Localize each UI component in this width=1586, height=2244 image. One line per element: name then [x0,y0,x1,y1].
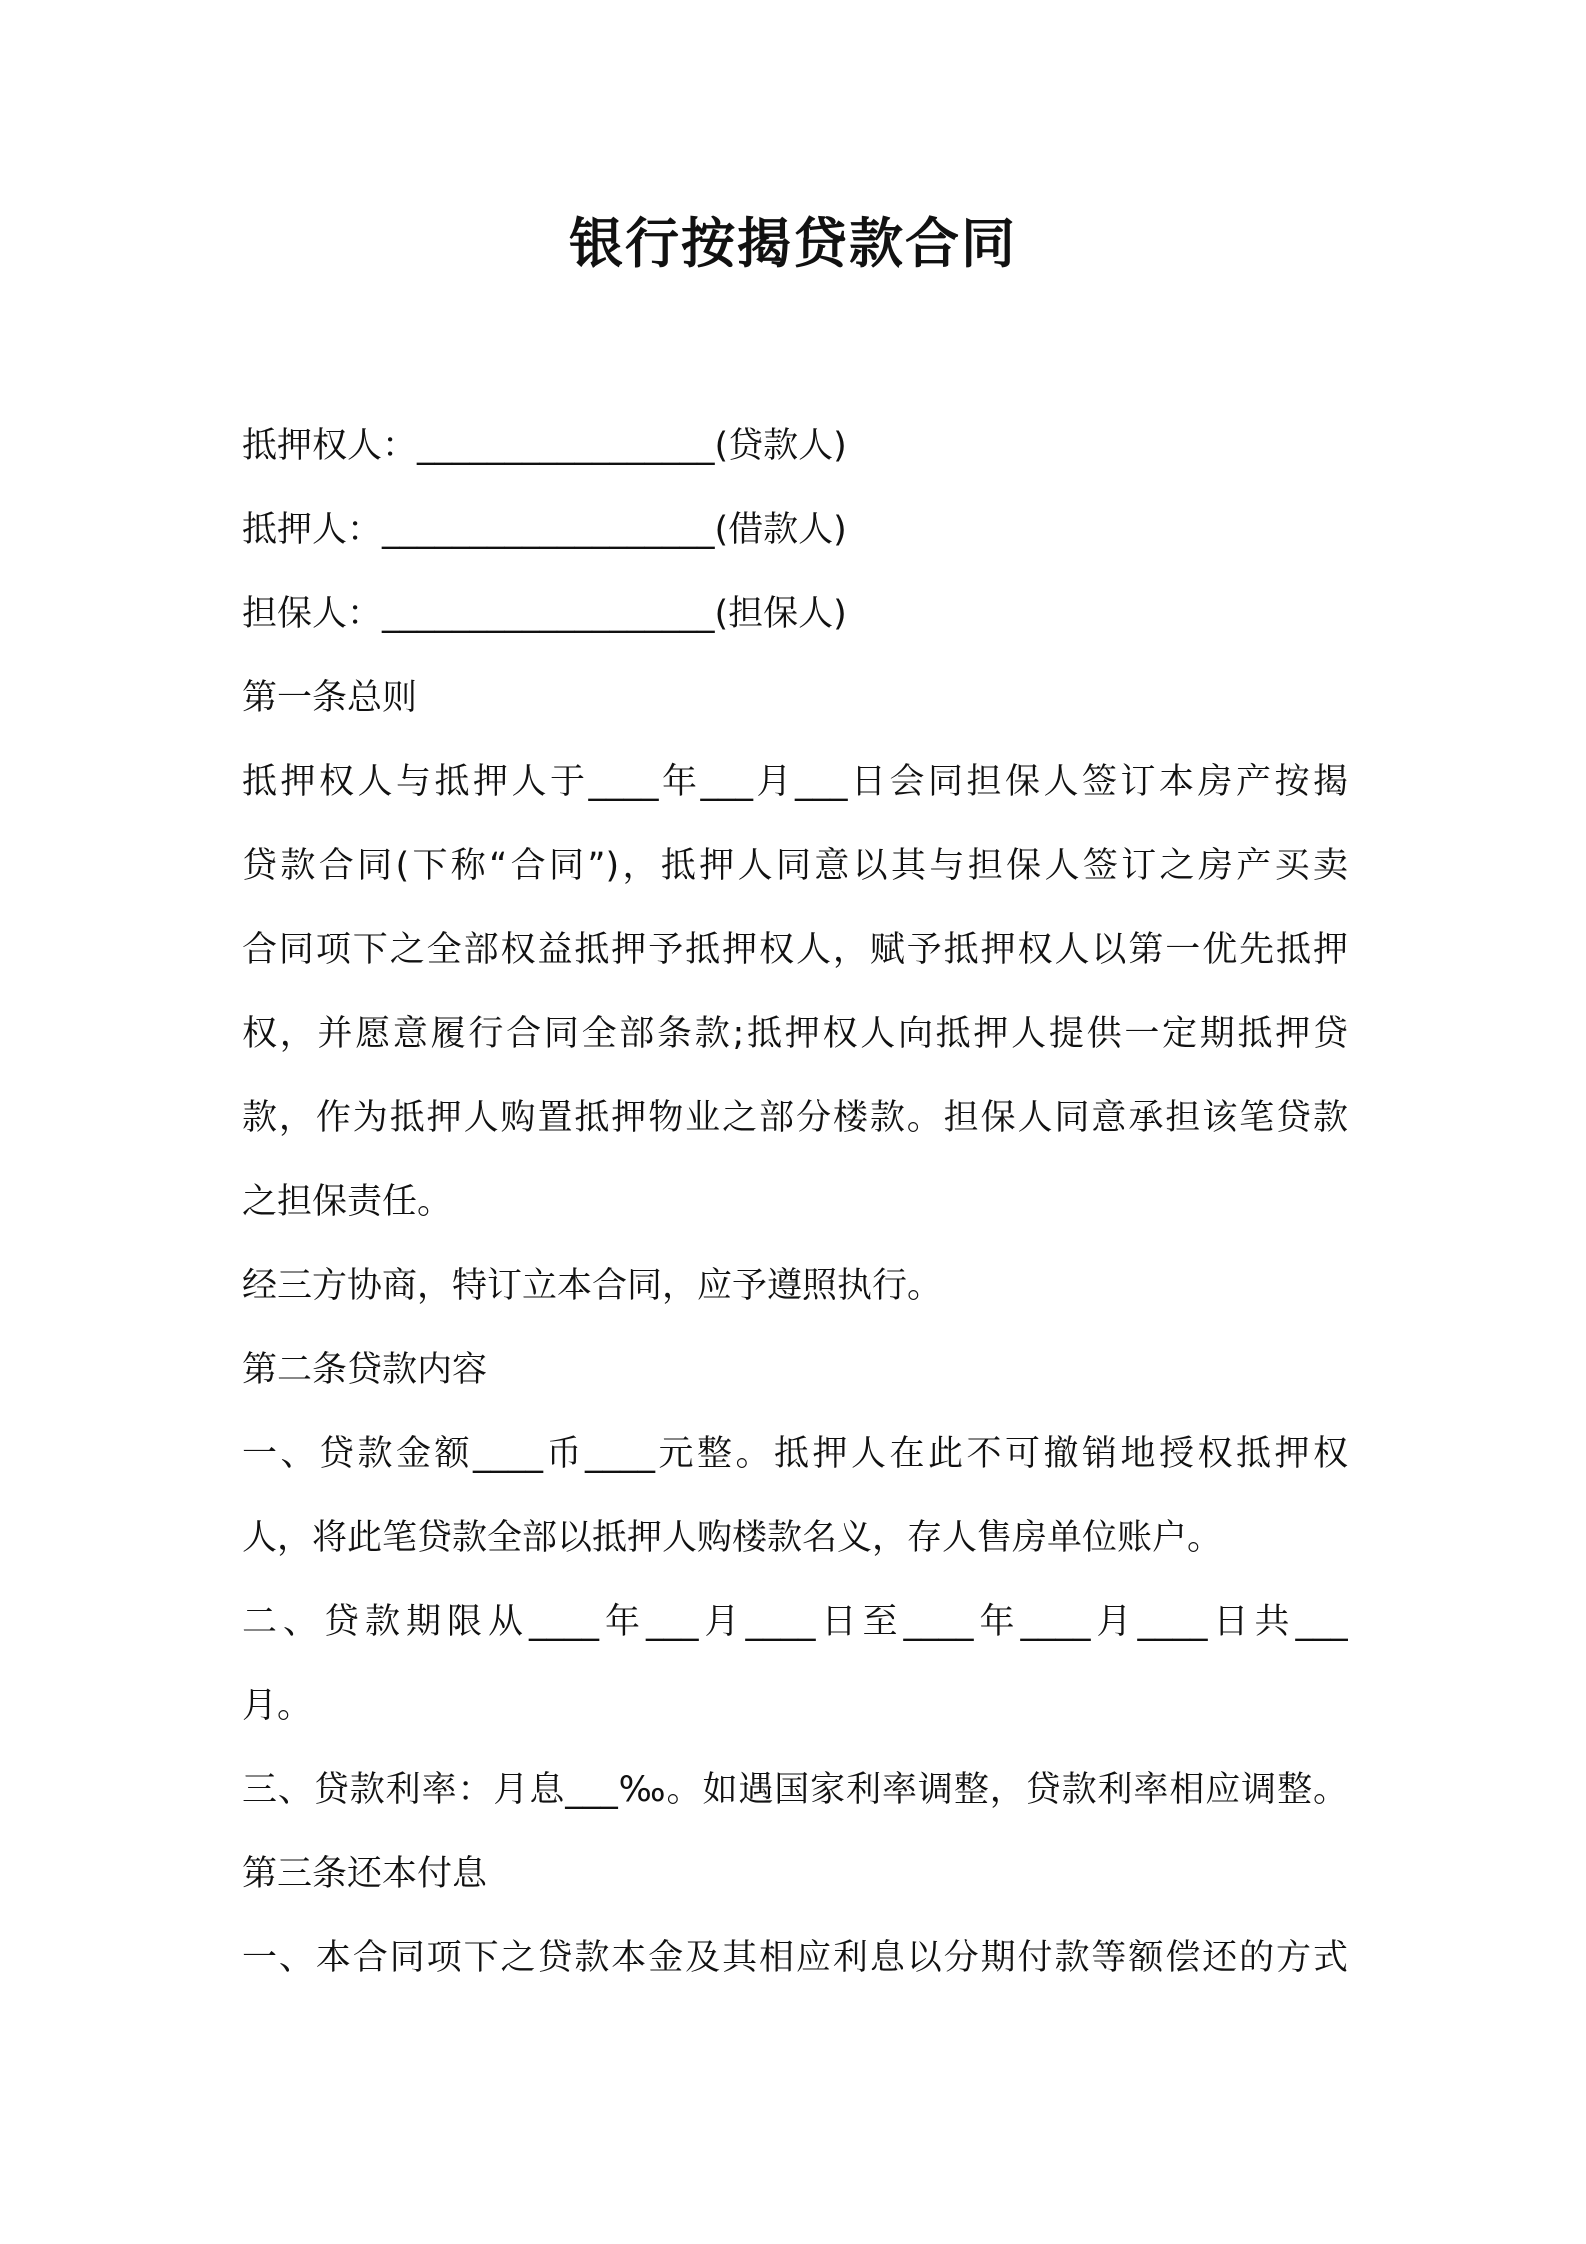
article-1-paragraph-line: 之担保责任。 [242,1182,453,1222]
document-title: 银行按揭贷款合同 [569,212,1017,275]
article-1-paragraph-line: 权，并愿意履行合同全部条款;抵押权人向抵押人提供一定期抵押贷 [242,1014,1348,1054]
article-1-paragraph-line: 贷款合同(下称“合同”)，抵押人同意以其与担保人签订之房产买卖 [242,846,1348,886]
loan-amount-line: 一、贷款金额____币____元整。抵押人在此不可撤销地授权抵押权 [242,1434,1348,1474]
document-body [242,404,1348,2000]
agreement-statement: 经三方协商，特订立本合同，应予遵照执行。 [242,1266,943,1306]
repayment-line: 一、本合同项下之贷款本金及其相应利息以分期付款等额偿还的方式 [242,1938,1348,1978]
loan-rate-line: 三、贷款利率：月息___‰。如遇国家利率调整，贷款利率相应调整。 [242,1770,1348,1810]
article-3-heading: 第三条还本付息 [242,1854,488,1894]
party-mortgagee-line: 抵押权人：_________________(贷款人) [242,426,847,466]
article-1-paragraph-line: 款，作为抵押人购置抵押物业之部分楼款。担保人同意承担该笔贷款 [242,1098,1348,1138]
loan-amount-line: 人，将此笔贷款全部以抵押人购楼款名义，存人售房单位账户。 [242,1518,1223,1558]
party-guarantor-line: 担保人：___________________(担保人) [242,594,847,634]
article-1-paragraph-line: 合同项下之全部权益抵押予抵押权人，赋予抵押权人以第一优先抵押 [242,930,1348,970]
article-2-heading: 第二条贷款内容 [242,1350,488,1390]
loan-term-line: 二、贷款期限从____年___月____日至____年____月____日共___ [242,1602,1348,1642]
party-mortgagor-line: 抵押人：___________________(借款人) [242,510,847,550]
article-1-heading: 第一条总则 [242,678,418,718]
loan-term-line: 月。 [242,1686,313,1726]
article-1-paragraph-line: 抵押权人与抵押人于____年___月___日会同担保人签订本房产按揭 [242,762,1348,802]
